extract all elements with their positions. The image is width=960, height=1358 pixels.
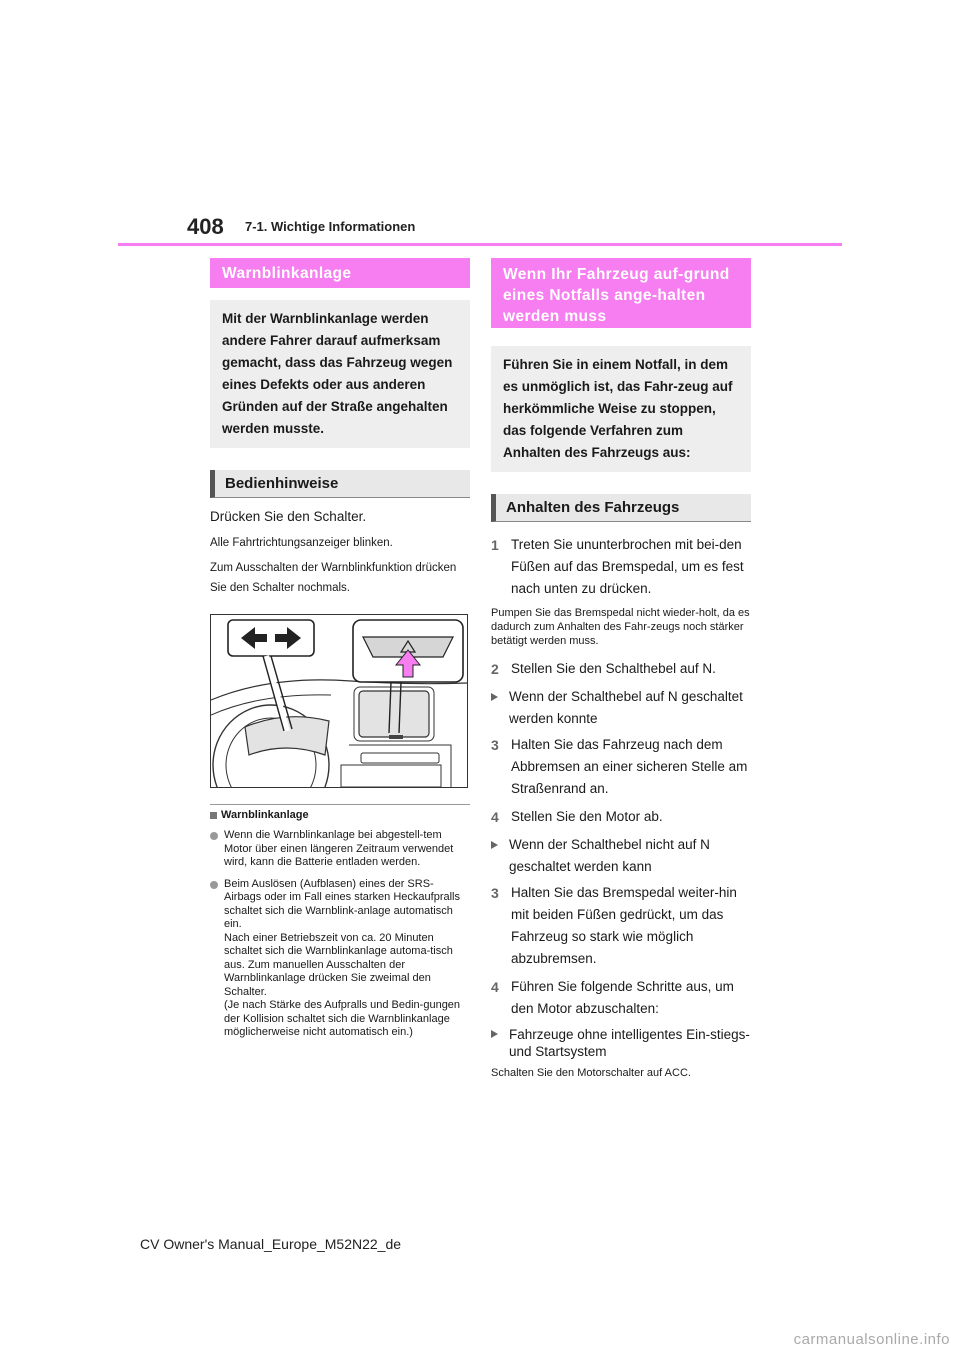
condition-item [491,834,751,878]
step-1 [491,534,751,600]
step-number: 4 [491,979,499,995]
step-text: Führen Sie folgende Schritte aus, um den Motor abzuschalten: [511,979,734,1016]
bullet-dot-icon [210,881,218,889]
step-number: 3 [491,885,499,901]
step-number: 3 [491,737,499,753]
triangle-arrow-icon [491,841,498,849]
list-item [210,878,470,1040]
step-text: Stellen Sie den Motor ab. [511,809,663,824]
dashboard-drawing [211,615,467,787]
step-1-note: Pumpen Sie das Bremspedal nicht wieder-holt, da es dadurch zum Anhalten des Fahr-zeugs noch stärker betätigt werden muss. [491,607,750,647]
list-item [210,829,470,870]
square-bullet-icon [210,812,217,819]
bullet-dot-icon [210,832,218,840]
bullet-text-group [224,878,470,1040]
step-text: Treten Sie ununterbrochen mit bei-den Füßen auf das Bremspedal, um es fest nach unten zu drücken. [511,537,744,596]
left-column [210,258,470,1040]
section-heading-emergency: Wenn Ihr Fahrzeug auf-grund eines Notfalls ange-halten werden muss [491,258,751,328]
case-c-note: Schalten Sie den Motorschalter auf ACC. [491,1067,691,1079]
step-text: Halten Sie das Bremspedal weiter-hin mit beiden Füßen gedrückt, um das Fahrzeug so stark wie möglich abzubremsen. [511,885,737,966]
bullet-text: Beim Auslösen (Aufblasen) eines der SRS-Airbags oder im Fall eines starken Heckaufpralls schaltet sich die Warnblink-anlage automatisch ein. [224,877,460,930]
note-title-text: Warnblinkanlage [221,809,309,821]
info-text-2: Zum Ausschalten der Warnblinkfunktion drücken Sie den Schalter nochmals. [210,562,457,594]
condition-item [491,1026,751,1060]
note-section [210,804,470,1040]
section-heading-text: Warnblinkanlage [222,264,352,282]
intro-box: Führen Sie in einem Notfall, in dem es unmöglich ist, das Fahr-zeug auf herkömmliche Weise zu stoppen, das folgende Verfahren zum Anhalten des Fahrzeugs aus: [491,346,751,472]
instruction-text: Drücken Sie den Schalter. [210,509,367,524]
step-number: 1 [491,537,499,553]
watermark: carmanualsonline.info [793,1331,950,1348]
right-column [491,258,751,1080]
triangle-arrow-icon [491,693,498,701]
bullet-text: Nach einer Betriebszeit von ca. 20 Minuten schaltet sich die Warnblinkanlage automa-tisch aus. Zum manuellen Ausschalten der Warnblinkanlage drücken Sie zweimal den Schalter. [224,931,453,998]
condition-text: Wenn der Schalthebel auf N geschaltet werden konnte [509,689,743,726]
note-title [210,809,470,821]
step-text: Stellen Sie den Schalthebel auf N. [511,661,716,676]
chapter-title: 7-1. Wichtige Informationen [245,219,416,234]
subheading-stopping: Anhalten des Fahrzeugs [491,494,751,522]
condition-item [491,686,751,730]
subheading-operation: Bedienhinweise [210,470,470,498]
bullet-text: (Je nach Stärke des Aufpralls und Bedin-gungen der Kollision schaltet sich die Warnblinkanlage möglicherweise nicht automatisch ein.) [224,999,461,1038]
condition-text: Wenn der Schalthebel nicht auf N geschaltet werden kann [509,837,710,874]
step-number: 4 [491,809,499,825]
hazard-switch-illustration [210,614,468,788]
step-4b [491,976,751,1020]
step-2 [491,658,751,680]
step-number: 2 [491,661,499,677]
step-3b [491,882,751,970]
step-text: Halten Sie das Fahrzeug nach dem Abbremsen an einer sicheren Stelle am Straßenrand an. [511,737,748,796]
footer-text: CV Owner's Manual_Europe_M52N22_de [140,1236,402,1252]
triangle-arrow-icon [491,1030,498,1038]
bullet-text: Wenn die Warnblinkanlage bei abgestell-tem Motor über einen längeren Zeitraum verwendet wird, kann die Batterie entladen werden. [224,829,454,868]
info-text-1: Alle Fahrtrichtungsanzeiger blinken. [210,537,393,549]
step-4a [491,806,751,828]
step-3a [491,734,751,800]
intro-box: Mit der Warnblinkanlage werden andere Fahrer darauf aufmerksam gemacht, dass das Fahrzeug wegen eines Defekts oder aus anderen Gründen auf der Straße angehalten werden musste. [210,300,470,448]
header-divider [118,243,842,246]
section-heading-hazard [210,258,470,288]
condition-text: Fahrzeuge ohne intelligentes Ein-stiegs- und Startsystem [509,1027,750,1059]
page-number: 408 [187,214,224,239]
